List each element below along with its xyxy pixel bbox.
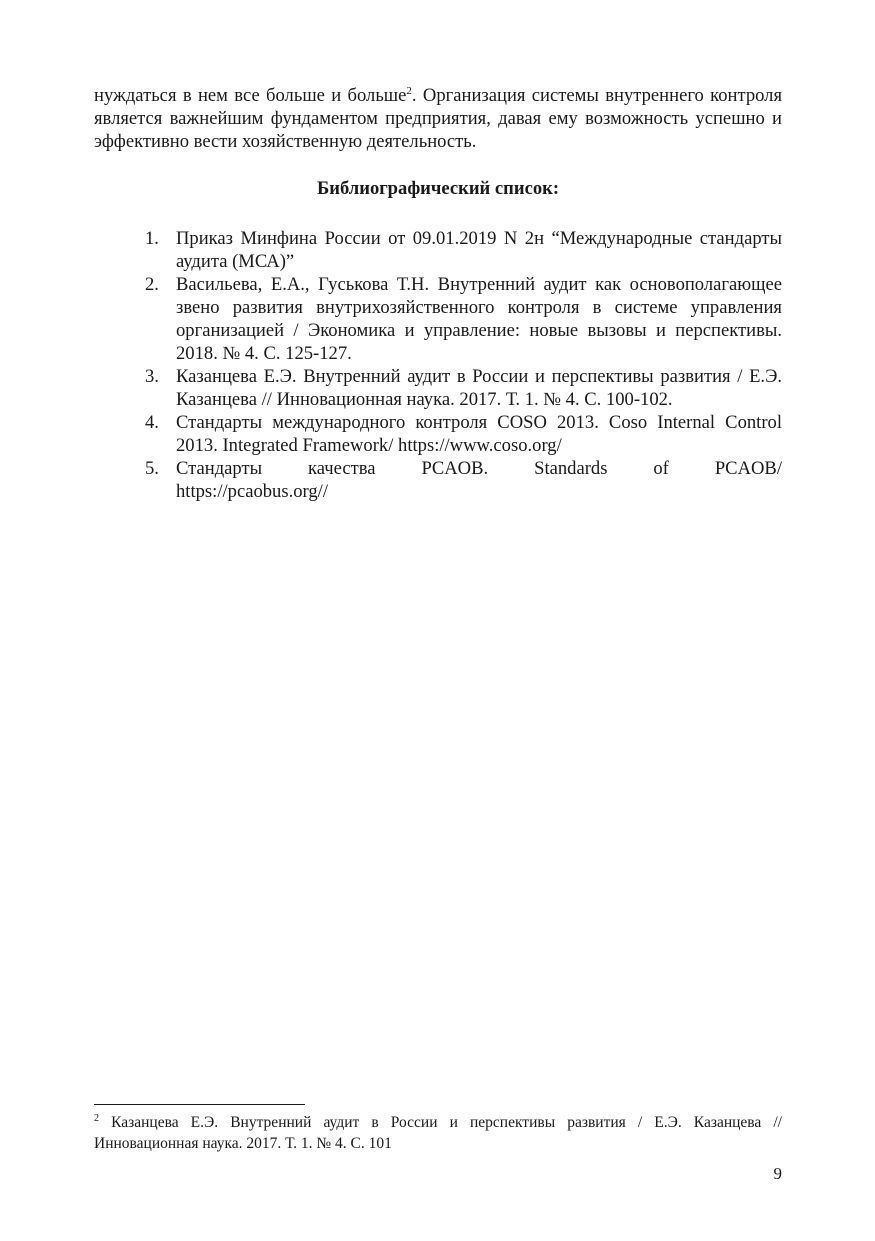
bibliography-item-text: Приказ Минфина России от 09.01.2019 N 2н “Международные стандарты аудита (МСА)” [176, 228, 782, 272]
bibliography-item-url[interactable]: https://pcaobus.org// [176, 481, 329, 502]
bibliography-item-text: Васильева, Е.А., Гуськова Т.Н. Внутренний аудит как основополагающее звено развития внутрихозяйственного контроля в системе управления организацией / Экономика и управление: новые вызовы и перспективы. 2018. № 4. С. 125-127. [176, 274, 782, 364]
intro-text-after: . Организация системы внутреннего контроля является важнейшим фундаментом предприятия, давая ему возможность успешно и эффективно вести хозяйственную деятельность. [94, 85, 783, 152]
bibliography-item-text-line [176, 457, 782, 480]
intro-text-before: нуждаться в нем все больше и больше [94, 85, 407, 106]
bibliography-item [145, 411, 782, 457]
bibliography-item-number: 2. [145, 274, 159, 295]
bibliography-item-number: 4. [145, 412, 159, 433]
bibliography-item [145, 273, 782, 365]
bibliography-item-text: Казанцева Е.Э. Внутренний аудит в России и перспективы развития / Е.Э. Казанцева // Инновационная наука. 2017. Т. 1. № 4. С. 100-102. [176, 366, 782, 410]
footnote-reference[interactable]: 2 [406, 85, 412, 97]
bibliography-item-text: Стандарты международного контроля COSO 2013. Coso Internal Control 2013. Integrated Framework/ https://www.coso.org/ [176, 412, 782, 456]
bibliography-item-number: 3. [145, 366, 159, 387]
footnote-separator [94, 1104, 305, 1105]
intro-paragraph [94, 84, 782, 153]
bibliography-item-number: 1. [145, 228, 159, 249]
footnote-marker: 2 [94, 1113, 99, 1124]
bibliography-item [145, 227, 782, 273]
bibliography-title: Библиографический список: [316, 178, 560, 199]
footnote-text: Казанцева Е.Э. Внутренний аудит в России и перспективы развития / Е.Э. Казанцева // Инновационная наука. 2017. Т. 1. № 4. С. 101 [94, 1114, 782, 1152]
bibliography-item-text: Стандарты качества PCAOB. Standards of PCAOB/ [176, 458, 782, 479]
bibliography-item [145, 365, 782, 411]
bibliography-item-number: 5. [145, 458, 159, 479]
footnote [94, 1112, 782, 1154]
bibliography-item [145, 457, 782, 503]
page-number: 9 [773, 1164, 782, 1183]
bibliography-list [145, 227, 782, 503]
